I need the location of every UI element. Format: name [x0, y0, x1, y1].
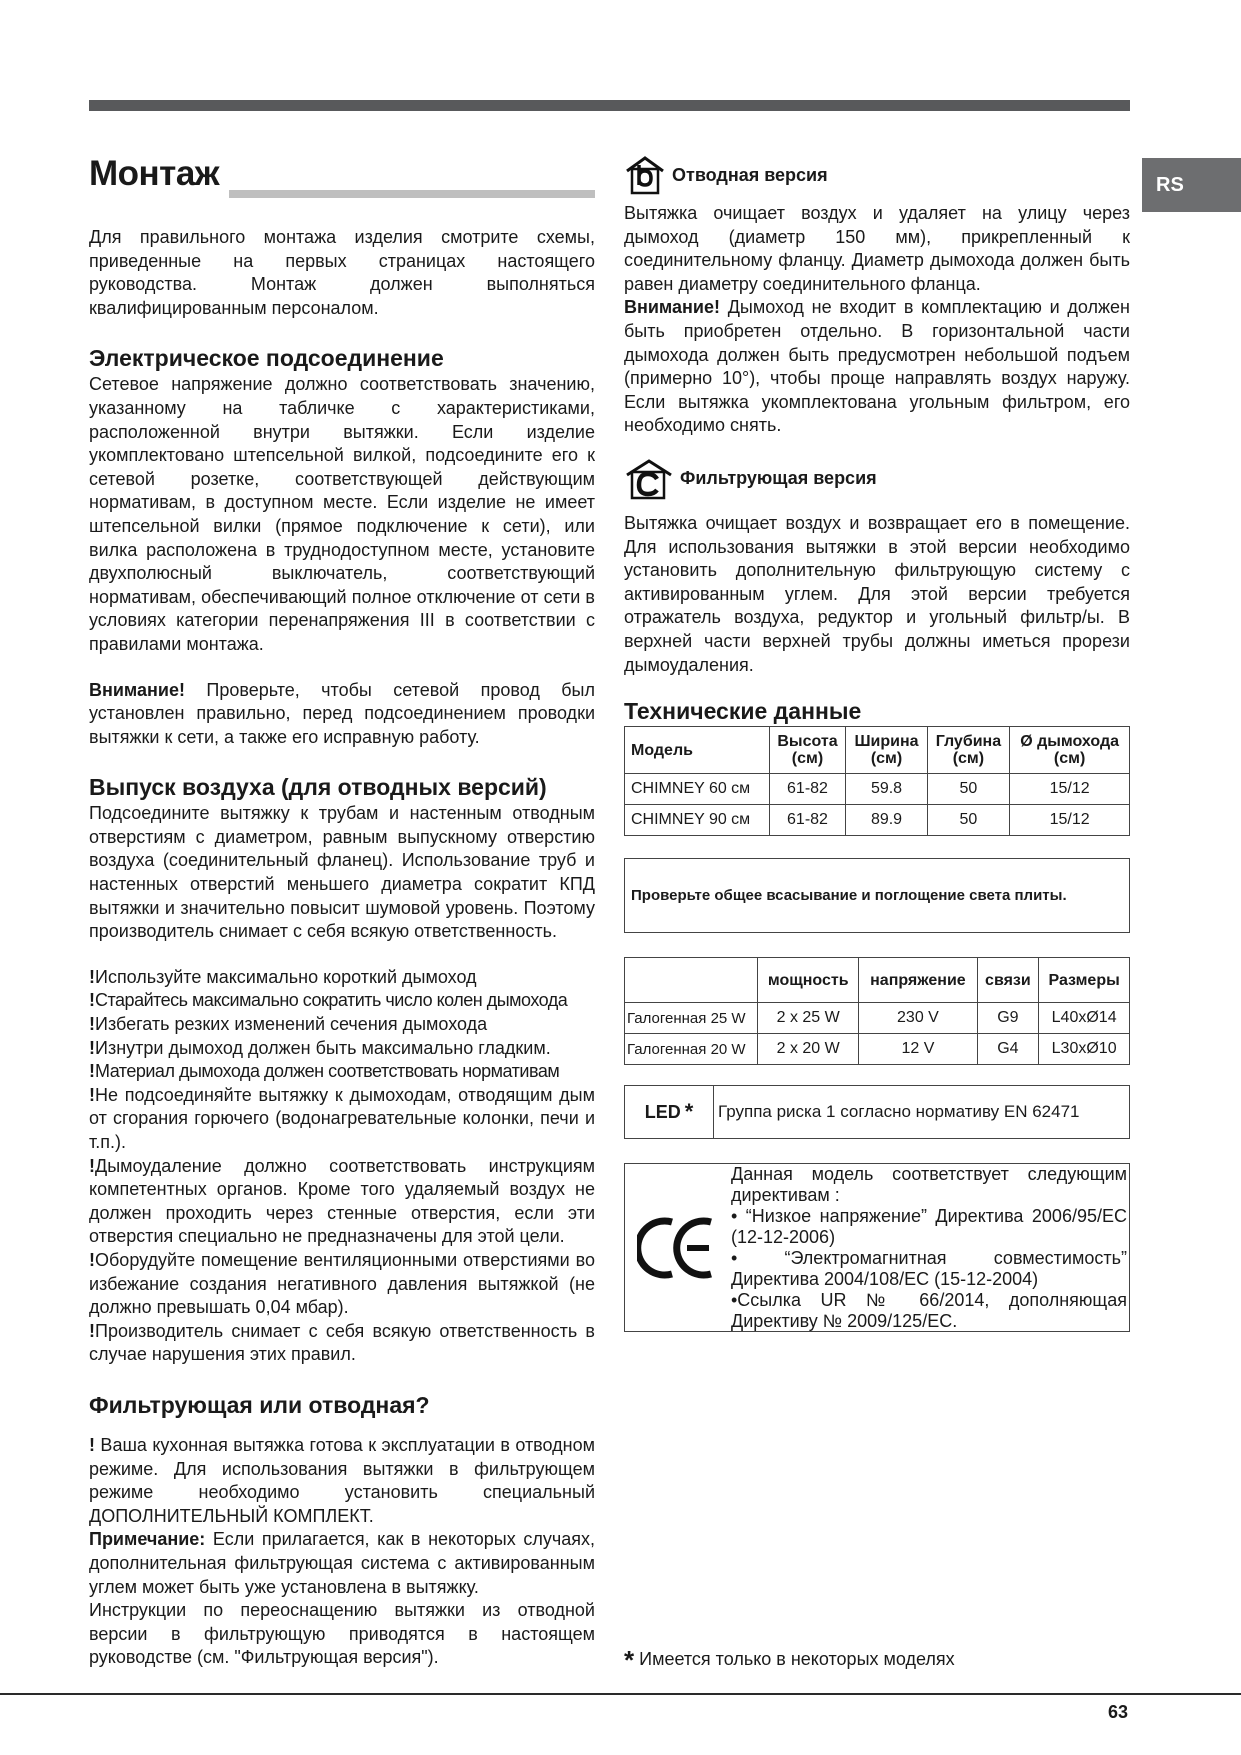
bottom-rule: [0, 1693, 1241, 1695]
ce-mark-icon: [637, 1214, 717, 1282]
tech-heading: Технические данные: [624, 698, 862, 725]
attention-text: Проверьте, чтобы сетевой провод был установлен правильно, перед подсоединением проводки вытяжки к сети, а также его исправную работу.: [89, 679, 595, 747]
choice-heading: Фильтрующая или отводная?: [89, 1391, 430, 1418]
table-row: Галогенная 20 W 2 x 20 W 12 V G4 L30xØ10: [625, 1034, 1130, 1065]
lamp-table: [624, 957, 1130, 1065]
choice-paragraph: ! Ваша кухонная вытяжка готова к эксплуатации в отводном режиме. Для использования вытяжки в фильтрующем режиме необходимо установить специальный ДОПОЛНИТЕЛЬНЫЙ КОМПЛЕКТ.: [89, 1434, 595, 1526]
filter-heading: Фильтрующая версия: [624, 462, 1130, 496]
list-item: !Старайтесь максимально сократить число колен дымохода: [89, 990, 568, 1011]
list-item: !Изнутри дымоход должен быть максимально гладким.: [89, 1037, 551, 1058]
ducted-paragraph: Вытяжка очищает воздух и удаляет на улицу через дымоход (диаметр 150 мм), прикрепленный к соединительному фланцу. Диаметр дымохода должен быть равен диаметру соединительного фланца.: [624, 203, 1130, 294]
ce-text: Данная модель соответствует следующим директивам : • “Низкое напряжение” Директива 2006/95/EC (12-12-2006) • “Электромагнитная совместимость” Директива 2004/108/EC (15-12-2004) •Ссылка UR № 66/2014, дополняющая Директиву № 2009/125/EC.: [731, 1164, 1127, 1332]
ce-box: [624, 1163, 1130, 1332]
list-item: !Используйте максимально короткий дымоход: [89, 966, 477, 987]
filter-version-icon: [624, 458, 674, 500]
ce-mark: [625, 1164, 729, 1331]
check-box: Проверьте общее всасывание и поглощение света плиты.: [624, 858, 1130, 933]
footnote: * Имеется только в некоторых моделях: [624, 1645, 955, 1675]
ducted-version-icon: [624, 155, 666, 195]
note-label: Примечание:: [89, 1529, 206, 1550]
rules-list: [89, 966, 595, 1367]
attention-label: Внимание!: [89, 679, 185, 700]
table-row: Галогенная 25 W 2 x 25 W 230 V G9 L40xØ14: [625, 1003, 1130, 1034]
exhaust-heading: Выпуск воздуха (для отводных версий): [89, 774, 547, 801]
tech-table: [624, 726, 1130, 836]
page-number: 63: [1108, 1702, 1129, 1722]
title-underline: [229, 190, 595, 198]
led-text: Группа риска 1 согласно нормативу EN 62471: [718, 1102, 1080, 1122]
exhaust-paragraph: Подсоедините вытяжку к трубам и настенным отводным отверстиям с диаметром, равным выпускному отверстию воздуха (соединительный фланец). Использование труб и настенных отверстий меньшего диаметра сократит КПД вытяжки и значительно повысит шумовой уровень. Поэтому производитель снимает с себя всякую ответственность.: [89, 803, 595, 942]
retrofit-paragraph: Инструкции по переоснащению вытяжки из отводной версии в фильтрующую приводятся в настоящем руководстве (см. "Фильтрующая версия").: [89, 1600, 595, 1668]
electric-paragraph: Сетевое напряжение должно соответствовать значению, указанному на табличке с характеристиками, расположенной внутри вытяжки. Если изделие укомплектовано штепсельной вилкой, подсоедините его к сетевой розетке, соответствующей действующим нормативам, в доступном месте. Если изделие не имеет штепсельной вилки (прямое подключение к сети), или вилка расположена в труднодоступном месте, установите двухполюсный выключатель, соответствующий нормативам, обеспечивающий полное отключение от сети в условиях категории перенапряжения III в соответствии с правилами монтажа.: [89, 374, 595, 654]
ducted-attention-paragraph: Внимание! Дымоход не входит в комплектацию и должен быть приобретен отдельно. В горизонтальной части дымохода должен быть предусмотрен небольшой подъем (примерно 10°), чтобы проще направлять воздух наружу. Если вытяжка укомплектована угольным фильтром, его необходимо снять.: [624, 297, 1130, 436]
list-item: !Дымоудаление должно соответствовать инструкциям компетентных органов. Кроме того удаляемый воздух не должен проходить через стенные отверстия, если эти отверстия специально не предназначены для этой цели.: [89, 1155, 595, 1247]
page-title: Монтаж: [89, 154, 220, 193]
list-item: !Оборудуйте помещение вентиляционными отверстиями во избежание создания негативного давления вытяжкой (не должно превышать 0,04 мбар).: [89, 1249, 595, 1318]
list-item: !Не подсоединяйте вытяжку к дымоходам, отводящим дым от сгорания горючего (водонагревательные колонки, печи и т.п.).: [89, 1084, 595, 1152]
led-box: [624, 1085, 1130, 1139]
table-header-row: Модель Высота (см) Ширина (см) Глубина (см) Ø дымохода (см): [625, 727, 1130, 774]
table-row: CHIMNEY 60 см 61-82 59.8 50 15/12: [625, 774, 1130, 805]
left-column: [89, 150, 595, 1670]
filter-paragraph: Вытяжка очищает воздух и возвращает его в помещение. Для использования вытяжки в этой версии необходимо установить дополнительную фильтрующую систему с активированным углем. Для этой версии требуется отражатель воздуха, редуктор и угольный фильтр/ы. В верхней части верхней трубы должны иметься прорези дымоудаления.: [624, 512, 1130, 675]
table-row: CHIMNEY 90 см 61-82 89.9 50 15/12: [625, 805, 1130, 836]
ducted-heading: Отводная версия: [624, 158, 1130, 192]
list-item: !Избегать резких изменений сечения дымохода: [89, 1014, 488, 1035]
attention-paragraph: [89, 679, 595, 750]
list-item: !Производитель снимает с себя всякую ответственность в случае нарушения этих правил.: [89, 1320, 595, 1365]
electric-heading: Электрическое подсоединение: [89, 345, 444, 372]
table-header-row: мощность напряжение связи Размеры: [625, 958, 1130, 1003]
led-label: LED *: [625, 1086, 714, 1138]
intro-paragraph: Для правильного монтажа изделия смотрите схемы, приведенные на первых страницах настоящего руководства. Монтаж должен выполняться квалифицированным персоналом.: [89, 227, 595, 318]
top-rule: [89, 100, 1130, 111]
right-column: [624, 150, 1130, 1332]
note-paragraph: Примечание: Если прилагается, как в некоторых случаях, дополнительная фильтрующая система с активированным углем может быть уже установлена в вытяжку.: [89, 1529, 595, 1597]
list-item: !Материал дымохода должен соответствовать нормативам: [89, 1061, 560, 1082]
language-tab: RS: [1142, 158, 1241, 212]
